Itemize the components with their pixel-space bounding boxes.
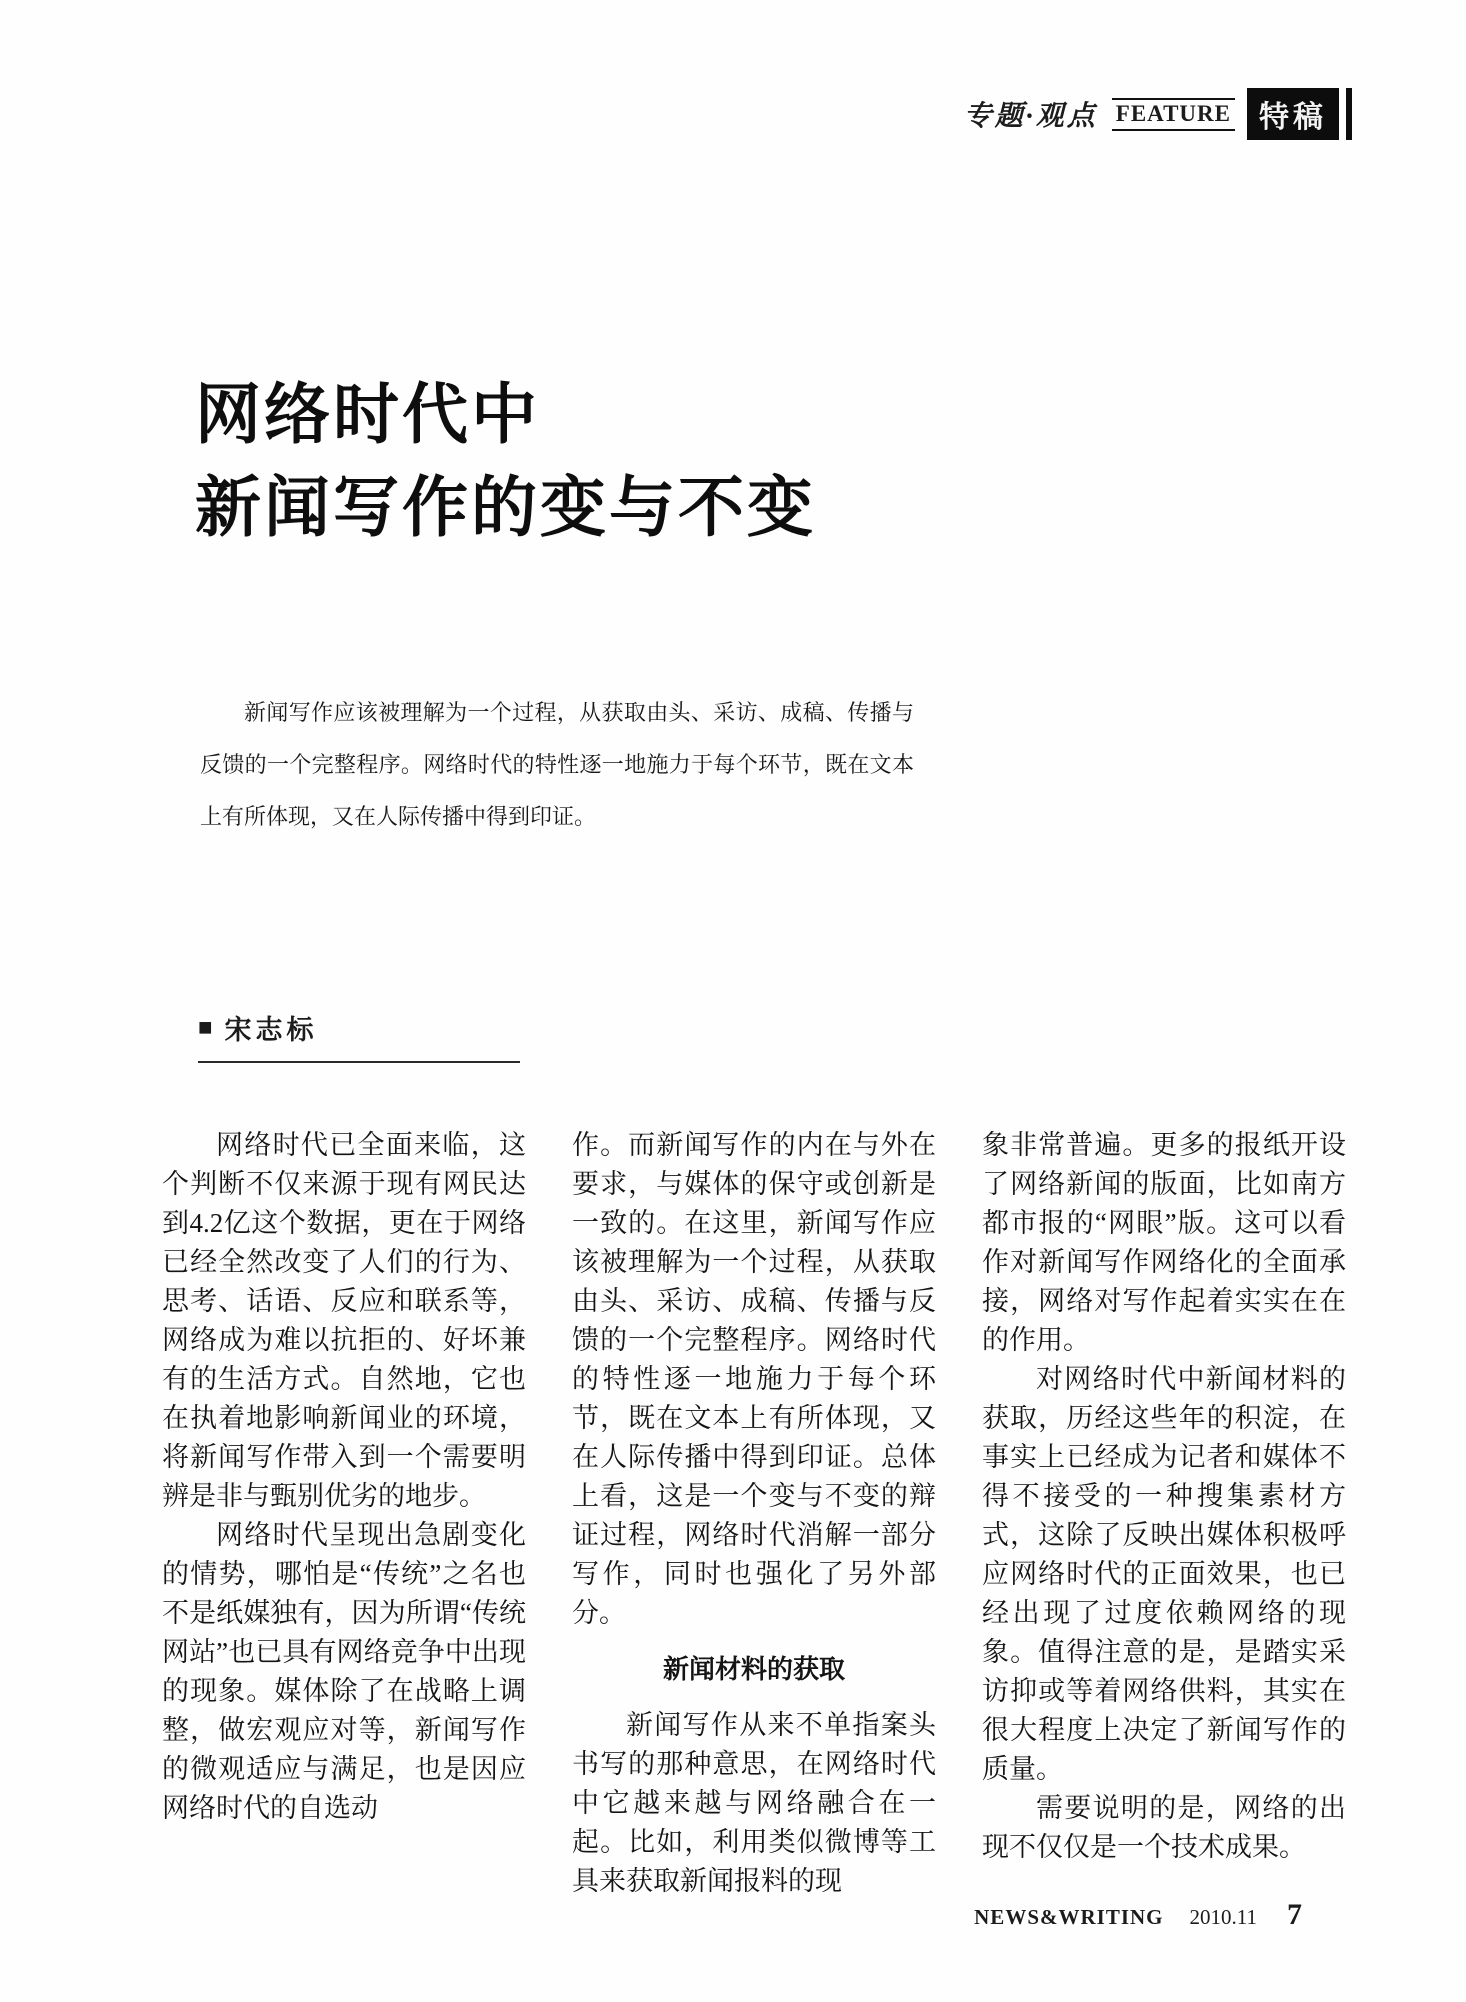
article-body <box>162 1126 1346 1901</box>
article-title <box>195 368 816 554</box>
paragraph: 对网络时代中新闻材料的获取，历经这些年的积淀，在事实上已经成为记者和媒体不得不接受的一种搜集素材方式，这除了反映出媒体积极呼应网络时代的正面效果，也已经出现了过度依赖网络的现象。值得注意的是，是踏实采访抑或等着网络供料，其实在很大程度上决定了新闻写作的质量。 <box>982 1364 1346 1784</box>
tag-divider-bar <box>1346 88 1352 140</box>
feature-label: FEATURE <box>1112 98 1235 131</box>
paragraph: 作。而新闻写作的内在与外在要求，与媒体的保守或创新是一致的。在这里，新闻写作应该被理解为一个过程，从获取由头、采访、成稿、传播与反馈的一个完整程序。网络时代的特性逐一地施力于每个环节，既在文本上有所体现，又在人际传播中得到印证。总体上看，这是一个变与不变的辩证过程，网络时代消解一部分写作，同时也强化了另外部分。 <box>572 1130 936 1628</box>
article-title-line2: 新闻写作的变与不变 <box>195 469 816 546</box>
section-label: 专题·观点 <box>963 101 1098 132</box>
paragraph: 象非常普遍。更多的报纸开设了网络新闻的版面，比如南方都市报的“网眼”版。这可以看作对新闻写作网络化的全面承接，网络对写作起着实实在在的作用。 <box>982 1130 1346 1355</box>
article-title-line1: 网络时代中 <box>195 376 540 453</box>
paragraph: 网络时代已全面来临，这个判断不仅来源于现有网民达到4.2亿这个数据，更在于网络已经全然改变了人们的行为、思考、话语、反应和联系等，网络成为难以抗拒的、好坏兼有的生活方式。自然地，它也在执着地影响新闻业的环境，将新闻写作带入到一个需要明辨是非与甄别优劣的地步。 <box>162 1130 526 1511</box>
section-heading: 新闻材料的获取 <box>662 1655 845 1685</box>
author-byline <box>198 1008 520 1063</box>
author-marker-icon: ■ <box>198 1014 213 1041</box>
special-report-tag: 特稿 <box>1247 88 1339 140</box>
article-abstract: 新闻写作应该被理解为一个过程，从获取由头、采访、成稿、传播与反馈的一个完整程序。网络时代的特性逐一地施力于每个环节，既在文本上有所体现，又在人际传播中得到印证。 <box>200 701 914 830</box>
author-name: 宋志标 <box>224 1015 318 1046</box>
issue-date: 2010.11 <box>1189 1905 1257 1929</box>
paragraph: 新闻写作从来不单指案头书写的那种意思，在网络时代中它越来越与网络融合在一起。比如，利用类似微博等工具来获取新闻报料的现 <box>572 1710 936 1896</box>
body-column-3 <box>982 1126 1346 1901</box>
body-column-2 <box>572 1126 936 1901</box>
journal-name: NEWS&WRITING <box>974 1905 1164 1929</box>
paragraph: 需要说明的是，网络的出现不仅仅是一个技术成果。 <box>982 1793 1346 1862</box>
paragraph: 网络时代呈现出急剧变化的情势，哪怕是“传统”之名也不是纸媒独有，因为所谓“传统网站”也已具有网络竞争中出现的现象。媒体除了在战略上调整，做宏观应对等，新闻写作的微观适应与满足，也是因应网络时代的自选动 <box>162 1520 526 1823</box>
page-header <box>964 88 1352 140</box>
body-column-1 <box>162 1126 526 1901</box>
page-footer <box>974 1898 1302 1932</box>
page-number: 7 <box>1287 1898 1302 1931</box>
